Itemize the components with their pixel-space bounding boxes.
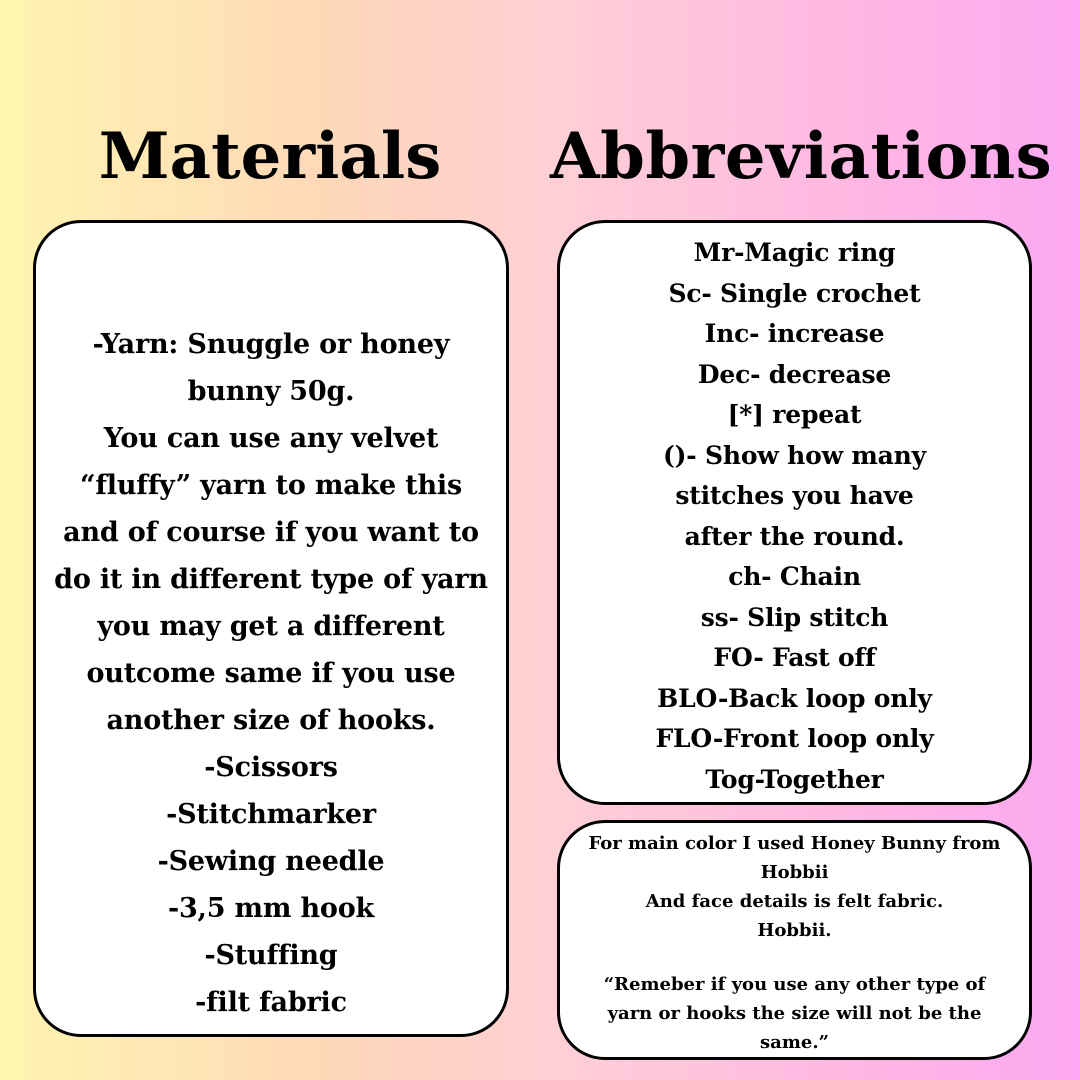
materials-line: you may get a different — [97, 611, 445, 642]
abbreviation-item: FLO-Front loop only — [655, 724, 934, 753]
materials-item-scissors: -Scissors — [204, 752, 338, 783]
abbreviation-item: BLO-Back loop only — [657, 683, 932, 713]
note-line: Hobbii. — [757, 920, 832, 941]
abbreviation-item: ss- Slip stitch — [700, 602, 889, 632]
note-line: Hobbii — [760, 862, 829, 883]
abbreviation-item: stitches you have — [675, 481, 914, 510]
materials-line: outcome same if you use — [86, 658, 456, 689]
note-line: For main color I used Honey Bunny from — [588, 833, 1001, 854]
abbreviation-item: Inc- increase — [704, 319, 885, 348]
materials-line: “fluffy” yarn to make this — [80, 470, 462, 501]
abbreviation-item: Sc- Single crochet — [668, 278, 921, 308]
abbreviations-heading: Abbreviations — [550, 119, 1053, 194]
materials-line: another size of hooks. — [106, 705, 436, 736]
abbreviation-item: [*] repeat — [727, 400, 862, 429]
note-quote-line: yarn or hooks the size will not be the — [607, 1003, 982, 1024]
abbreviation-item: after the round. — [684, 521, 905, 551]
materials-item-hook: -3,5 mm hook — [167, 893, 375, 924]
materials-item-filt-fabric: -filt fabric — [195, 987, 347, 1018]
materials-line: bunny 50g. — [187, 376, 355, 407]
abbreviation-item: FO- Fast off — [713, 643, 876, 672]
abbreviations-card — [557, 220, 1032, 805]
materials-line: You can use any velvet — [103, 423, 439, 454]
note-quote-line: “Remeber if you use any other type of — [603, 974, 986, 995]
note-card — [557, 820, 1032, 1060]
abbreviation-item: Dec- decrease — [697, 359, 892, 389]
materials-item-stuffing: -Stuffing — [204, 940, 338, 971]
abbreviation-item: Mr-Magic ring — [693, 238, 896, 267]
note-quote-line: same.” — [760, 1032, 829, 1053]
materials-card — [33, 220, 509, 1037]
abbreviation-item: Tog-Together — [705, 764, 884, 794]
materials-item-sewing-needle: -Sewing needle — [157, 846, 385, 877]
materials-heading: Materials — [98, 119, 442, 194]
abbreviation-item: ch- Chain — [728, 562, 861, 591]
materials-line: -Yarn: Snuggle or honey — [92, 329, 450, 360]
abbreviation-item: ()- Show how many — [663, 440, 926, 470]
materials-line: do it in different type of yarn — [54, 564, 488, 595]
materials-item-stitchmarker: -Stitchmarker — [166, 799, 376, 830]
materials-line: and of course if you want to — [63, 517, 479, 548]
note-line: And face details is felt fabric. — [645, 891, 944, 912]
